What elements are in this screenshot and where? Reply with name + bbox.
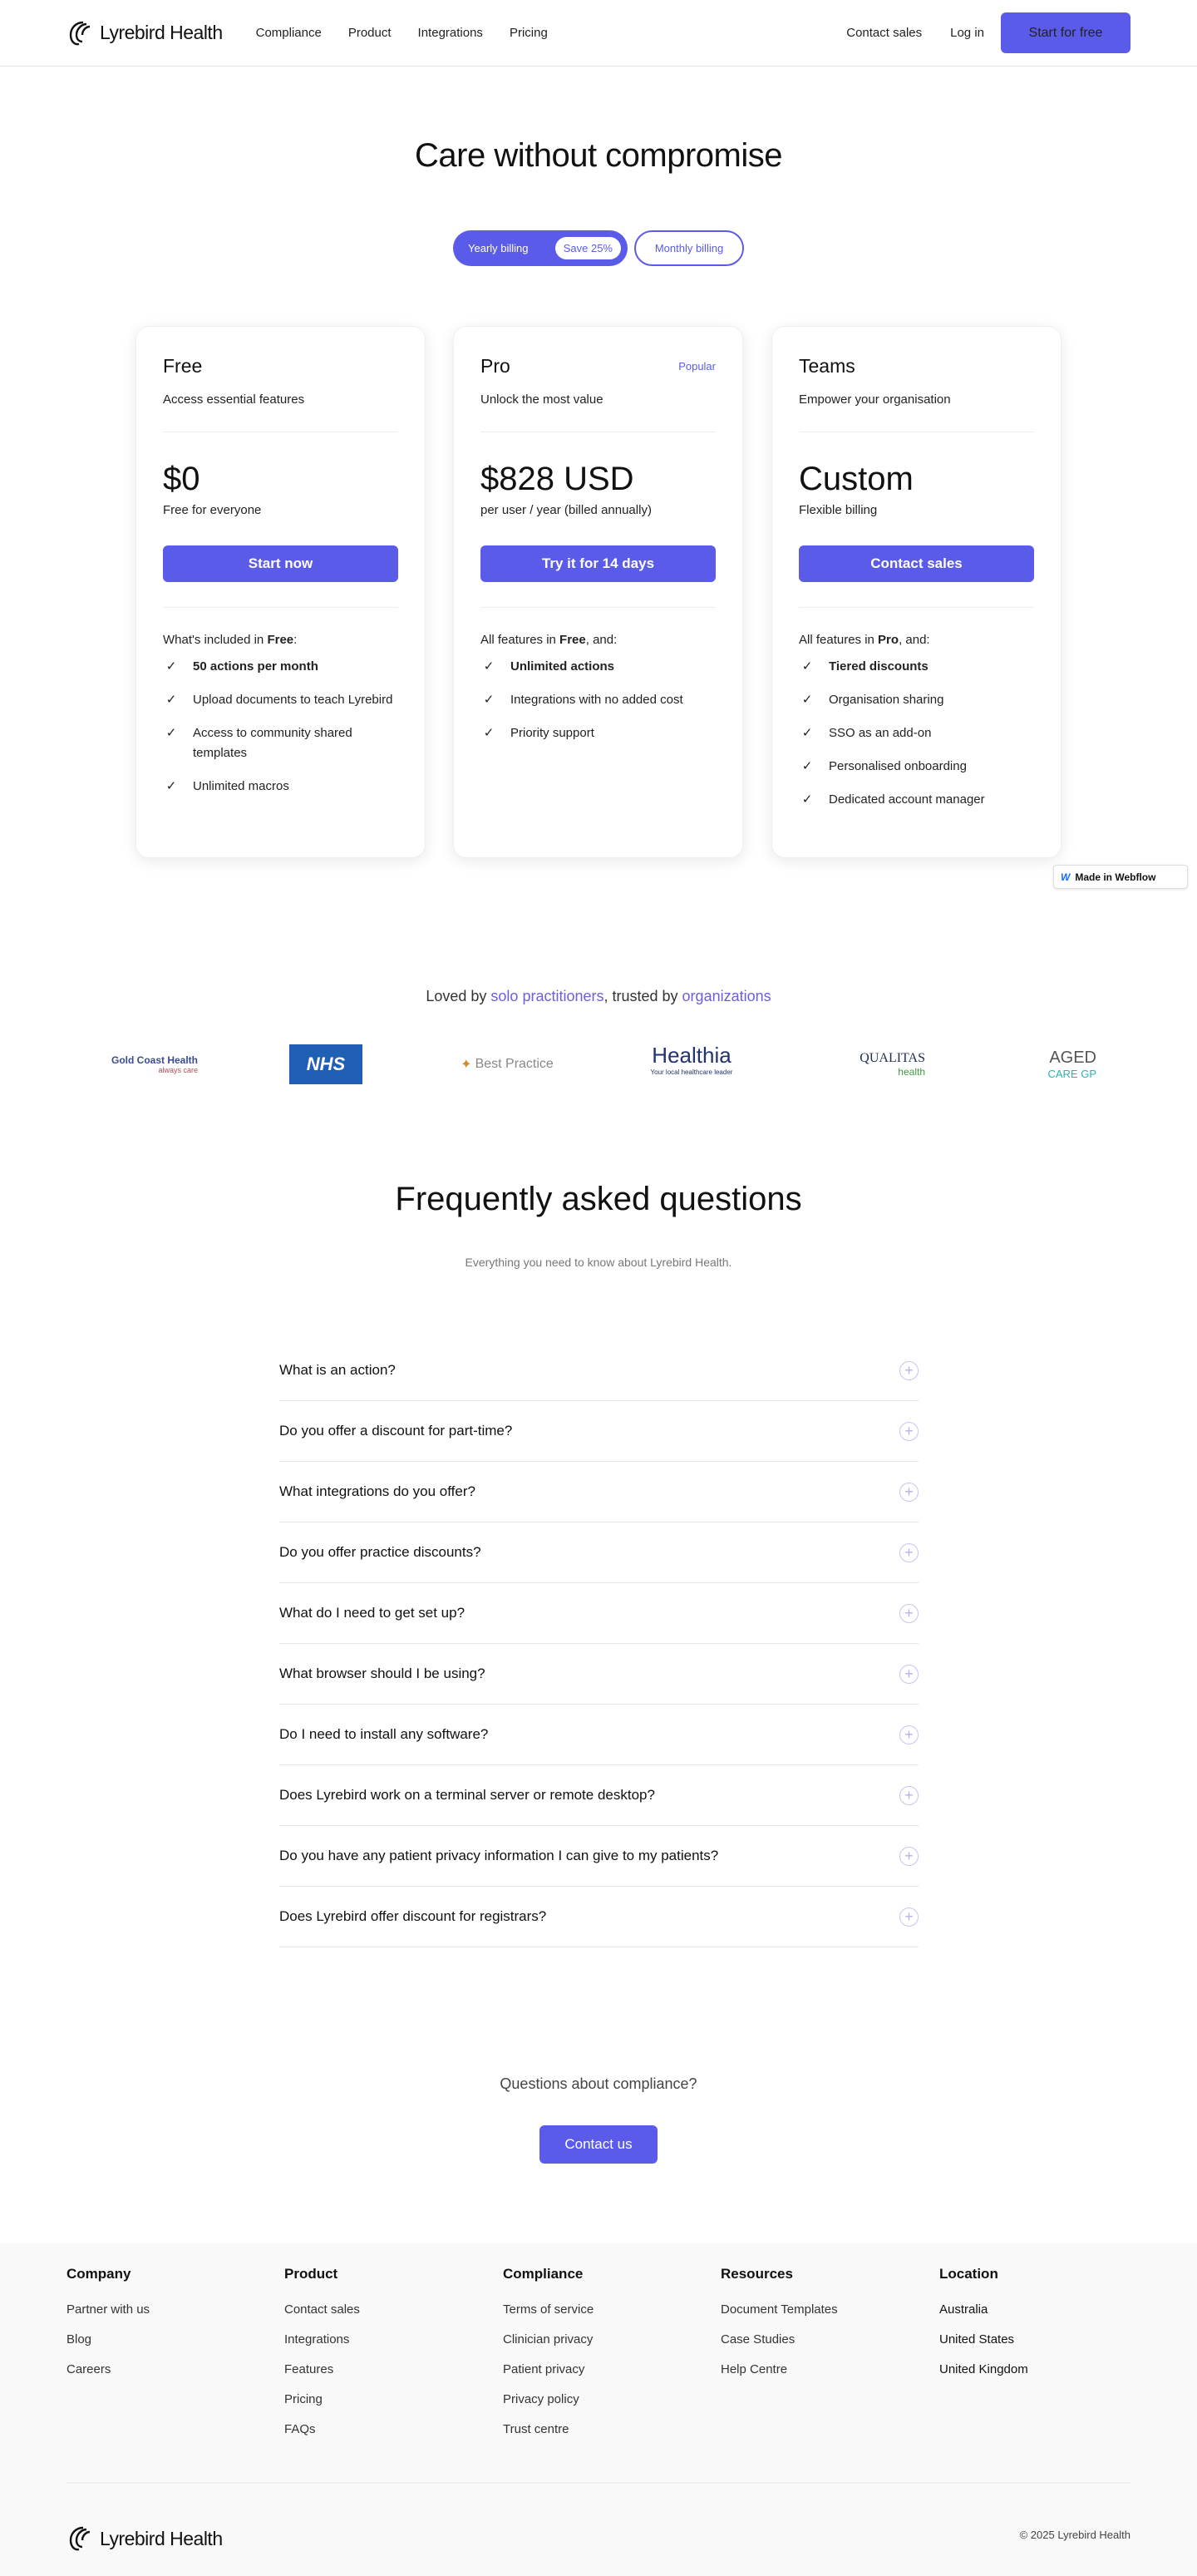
footer-link[interactable]: Clinician privacy bbox=[503, 2332, 594, 2347]
features-heading-plan: Pro bbox=[878, 633, 899, 647]
footer-link[interactable]: FAQs bbox=[284, 2422, 316, 2436]
faq-item[interactable] bbox=[279, 1462, 919, 1522]
footer-link[interactable]: Case Studies bbox=[721, 2332, 796, 2347]
faq-question: Do you offer practice discounts? bbox=[279, 1544, 481, 1560]
login-link[interactable]: Log in bbox=[950, 26, 984, 40]
faq-question: What browser should I be using? bbox=[279, 1666, 485, 1681]
features-heading-text: All features in bbox=[799, 633, 879, 647]
footer-link[interactable]: United States bbox=[939, 2332, 1015, 2347]
footer-link[interactable]: Careers bbox=[66, 2362, 111, 2376]
feature-item bbox=[799, 690, 1034, 710]
plus-icon[interactable]: + bbox=[899, 1725, 919, 1744]
feature-item bbox=[799, 757, 1034, 777]
plan-card-teams bbox=[771, 326, 1062, 858]
divider bbox=[480, 607, 716, 608]
feature-text: Access to community shared templates bbox=[193, 726, 352, 760]
feature-item bbox=[799, 723, 1034, 743]
aged-care-gp-logo bbox=[1010, 1044, 1096, 1084]
faq-question: Do you offer a discount for part-time? bbox=[279, 1423, 513, 1439]
feature-item bbox=[163, 657, 398, 677]
nav-pricing[interactable]: Pricing bbox=[509, 26, 548, 40]
feature-item bbox=[480, 690, 716, 710]
plan-price: Custom bbox=[799, 461, 914, 497]
feature-item bbox=[163, 723, 398, 763]
brand-logo[interactable] bbox=[66, 19, 223, 47]
check-icon: ✓ bbox=[801, 726, 813, 740]
footer-column-title: Resources bbox=[721, 2266, 793, 2282]
faq-item[interactable] bbox=[279, 1887, 919, 1947]
logo-text: QUALITAS bbox=[860, 1051, 925, 1065]
plan-cta-button[interactable]: Try it for 14 days bbox=[480, 545, 716, 582]
check-icon: ✓ bbox=[801, 659, 813, 674]
footer-column-location bbox=[939, 2266, 1028, 2392]
plan-card-pro bbox=[453, 326, 743, 858]
feature-item bbox=[480, 723, 716, 743]
billing-toggle bbox=[453, 230, 744, 266]
features-heading-text: All features in bbox=[480, 633, 560, 647]
webflow-label: Made in Webflow bbox=[1075, 871, 1156, 883]
footer-link[interactable]: Blog bbox=[66, 2332, 92, 2347]
faq-item[interactable] bbox=[279, 1340, 919, 1401]
plan-name: Teams bbox=[799, 355, 855, 377]
healthia-logo bbox=[625, 1041, 758, 1078]
faq-item[interactable] bbox=[279, 1826, 919, 1887]
yearly-label: Yearly billing bbox=[468, 242, 529, 254]
feature-text: Integrations with no added cost bbox=[510, 693, 683, 707]
check-icon: ✓ bbox=[165, 659, 177, 674]
plan-cta-button[interactable]: Contact sales bbox=[799, 545, 1034, 582]
logo-text: Healthia bbox=[652, 1043, 732, 1068]
check-icon: ✓ bbox=[165, 779, 177, 793]
lyrebird-logo-icon bbox=[66, 19, 95, 47]
features-heading bbox=[799, 633, 1034, 647]
logo-text: always care bbox=[158, 1066, 198, 1074]
plus-icon[interactable]: + bbox=[899, 1361, 919, 1380]
feature-item bbox=[163, 690, 398, 710]
page-title: Care without compromise bbox=[415, 137, 782, 174]
features-heading bbox=[163, 633, 398, 647]
logo-text: health bbox=[898, 1066, 925, 1078]
feature-item bbox=[163, 777, 398, 797]
logo-text: Best Practice bbox=[475, 1057, 554, 1071]
features-heading-plan: Free bbox=[267, 633, 294, 647]
qualitas-logo bbox=[813, 1044, 925, 1084]
check-icon: ✓ bbox=[165, 693, 177, 707]
feature-text: SSO as an add-on bbox=[829, 726, 932, 740]
faq-question: Does Lyrebird work on a terminal server or remote desktop? bbox=[279, 1787, 655, 1803]
plan-price: $828 USD bbox=[480, 461, 634, 497]
faq-question: What is an action? bbox=[279, 1362, 396, 1378]
best-practice-logo: ✦ Best Practice bbox=[461, 1057, 554, 1072]
footer-link[interactable]: Patient privacy bbox=[503, 2362, 585, 2376]
nav-product[interactable]: Product bbox=[347, 26, 392, 40]
footer-brand-logo[interactable] bbox=[66, 2524, 223, 2553]
feature-text: Dedicated account manager bbox=[829, 792, 985, 807]
check-icon: ✓ bbox=[801, 693, 813, 707]
features-heading-plan: Free bbox=[559, 633, 586, 647]
faq-list bbox=[279, 1340, 919, 1947]
plus-icon[interactable]: + bbox=[899, 1847, 919, 1866]
faq-item[interactable] bbox=[279, 1401, 919, 1462]
feature-text: Tiered discounts bbox=[829, 659, 929, 674]
gold-coast-health-logo bbox=[90, 1048, 198, 1081]
feature-item bbox=[480, 657, 716, 677]
footer-link[interactable]: Trust centre bbox=[503, 2422, 569, 2436]
plus-icon[interactable]: + bbox=[899, 1786, 919, 1805]
nav-compliance[interactable]: Compliance bbox=[255, 26, 322, 40]
divider bbox=[163, 607, 398, 608]
logo-text: CARE GP bbox=[1047, 1068, 1096, 1080]
feature-text: Priority support bbox=[510, 726, 594, 740]
feature-list bbox=[480, 657, 716, 743]
plan-subtitle: Empower your organisation bbox=[799, 392, 951, 407]
plus-icon[interactable]: + bbox=[899, 1422, 919, 1441]
footer-link[interactable]: United Kingdom bbox=[939, 2362, 1028, 2376]
price-note: per user / year (billed annually) bbox=[480, 503, 652, 517]
brand-name: Lyrebird Health bbox=[100, 2527, 223, 2549]
plus-icon[interactable]: + bbox=[899, 1665, 919, 1684]
footer-column-title: Location bbox=[939, 2266, 998, 2282]
footer-column-company bbox=[66, 2266, 150, 2392]
faq-subtitle: Everything you need to know about Lyrebird Health. bbox=[465, 1256, 732, 1269]
footer-column-resources bbox=[721, 2266, 838, 2392]
contact-sales-link[interactable]: Contact sales bbox=[846, 26, 923, 40]
webflow-icon: W bbox=[1061, 871, 1071, 883]
check-icon: ✓ bbox=[483, 726, 495, 740]
popular-badge: Popular bbox=[678, 360, 716, 373]
features-heading bbox=[480, 633, 716, 647]
footer-link[interactable]: Pricing bbox=[284, 2392, 323, 2406]
feature-text: Upload documents to teach Lyrebird bbox=[193, 693, 393, 707]
faq-question: What do I need to get set up? bbox=[279, 1605, 466, 1621]
plan-subtitle: Access essential features bbox=[163, 392, 305, 407]
start-for-free-button[interactable]: Start for free bbox=[1001, 12, 1130, 53]
plus-icon[interactable]: + bbox=[899, 1907, 919, 1927]
compliance-question: Questions about compliance? bbox=[500, 2075, 697, 2092]
feature-text: Organisation sharing bbox=[829, 693, 944, 707]
footer-link[interactable]: Help Centre bbox=[721, 2362, 788, 2376]
plus-icon[interactable]: + bbox=[899, 1604, 919, 1623]
check-icon: ✓ bbox=[801, 792, 813, 807]
feature-item bbox=[799, 657, 1034, 677]
footer-column-compliance bbox=[503, 2266, 594, 2452]
yearly-billing-option[interactable] bbox=[453, 230, 628, 266]
check-icon: ✓ bbox=[483, 659, 495, 674]
plan-cta-button[interactable]: Start now bbox=[163, 545, 398, 582]
feature-text: Personalised onboarding bbox=[829, 759, 967, 773]
lyrebird-logo-icon bbox=[66, 2524, 95, 2553]
footer-divider bbox=[66, 2482, 1130, 2484]
footer-link[interactable]: Features bbox=[284, 2362, 334, 2376]
plus-icon[interactable]: + bbox=[899, 1483, 919, 1502]
feature-text: Unlimited macros bbox=[193, 779, 289, 793]
features-heading-text: What's included in bbox=[163, 633, 268, 647]
nhs-logo: NHS bbox=[289, 1044, 362, 1084]
site-footer bbox=[0, 2243, 1197, 2576]
feature-text: Unlimited actions bbox=[510, 659, 615, 674]
footer-column-title: Product bbox=[284, 2266, 338, 2282]
footer-link[interactable]: Contact sales bbox=[284, 2302, 360, 2317]
faq-item[interactable] bbox=[279, 1765, 919, 1826]
faq-item[interactable] bbox=[279, 1644, 919, 1705]
faq-question: What integrations do you offer? bbox=[279, 1483, 475, 1499]
footer-link[interactable]: Privacy policy bbox=[503, 2392, 579, 2406]
footer-link[interactable]: Partner with us bbox=[66, 2302, 150, 2317]
plus-icon[interactable]: + bbox=[899, 1543, 919, 1562]
footer-link[interactable]: Terms of service bbox=[503, 2302, 594, 2317]
logo-text: AGED bbox=[1049, 1049, 1096, 1067]
price-note: Flexible billing bbox=[799, 503, 878, 517]
divider bbox=[799, 607, 1034, 608]
footer-link[interactable]: Australia bbox=[939, 2302, 988, 2317]
trust-text: , trusted by bbox=[603, 988, 682, 1004]
footer-column-title: Company bbox=[66, 2266, 131, 2282]
feature-text: 50 actions per month bbox=[193, 659, 318, 674]
feature-list bbox=[799, 657, 1034, 810]
site-header bbox=[0, 0, 1197, 67]
feature-item bbox=[799, 790, 1034, 810]
faq-item[interactable] bbox=[279, 1583, 919, 1644]
price-note: Free for everyone bbox=[163, 503, 262, 517]
footer-link[interactable]: Integrations bbox=[284, 2332, 350, 2347]
features-heading-text: : bbox=[293, 633, 298, 647]
nav-integrations[interactable]: Integrations bbox=[417, 26, 483, 40]
main-nav bbox=[256, 26, 548, 40]
faq-title: Frequently asked questions bbox=[395, 1181, 802, 1217]
monthly-billing-option[interactable]: Monthly billing bbox=[634, 230, 744, 266]
footer-link[interactable]: Document Templates bbox=[721, 2302, 838, 2317]
plan-name: Pro bbox=[480, 355, 510, 377]
check-icon: ✓ bbox=[165, 726, 177, 740]
logo-text: Gold Coast Health bbox=[111, 1054, 198, 1066]
feature-list bbox=[163, 657, 398, 797]
logo-text: Your local healthcare leader bbox=[650, 1068, 733, 1076]
trust-text: Loved by bbox=[426, 988, 491, 1004]
copyright: © 2025 Lyrebird Health bbox=[1019, 2529, 1130, 2541]
webflow-badge[interactable] bbox=[1053, 865, 1188, 889]
contact-us-button[interactable]: Contact us bbox=[539, 2125, 658, 2164]
features-heading-text: , and: bbox=[899, 633, 930, 647]
footer-column-title: Compliance bbox=[503, 2266, 584, 2282]
plan-name: Free bbox=[163, 355, 203, 377]
plan-card-free bbox=[135, 326, 426, 858]
solo-practitioners-link[interactable]: solo practitioners bbox=[490, 988, 604, 1004]
save-badge: Save 25% bbox=[555, 237, 621, 259]
brand-name: Lyrebird Health bbox=[100, 22, 223, 43]
check-icon: ✓ bbox=[801, 759, 813, 773]
faq-question: Do you have any patient privacy information I can give to my patients? bbox=[279, 1848, 719, 1863]
faq-question: Do I need to install any software? bbox=[279, 1726, 489, 1742]
features-heading-text: , and: bbox=[585, 633, 618, 647]
plan-price: $0 bbox=[163, 461, 200, 497]
faq-item[interactable] bbox=[279, 1705, 919, 1765]
trust-heading bbox=[0, 988, 1197, 1005]
check-icon: ✓ bbox=[483, 693, 495, 707]
footer-column-product bbox=[284, 2266, 360, 2452]
faq-question: Does Lyrebird offer discount for registrars? bbox=[279, 1908, 547, 1924]
plan-subtitle: Unlock the most value bbox=[480, 392, 603, 407]
organizations-link[interactable]: organizations bbox=[682, 988, 771, 1004]
faq-item[interactable] bbox=[279, 1522, 919, 1583]
